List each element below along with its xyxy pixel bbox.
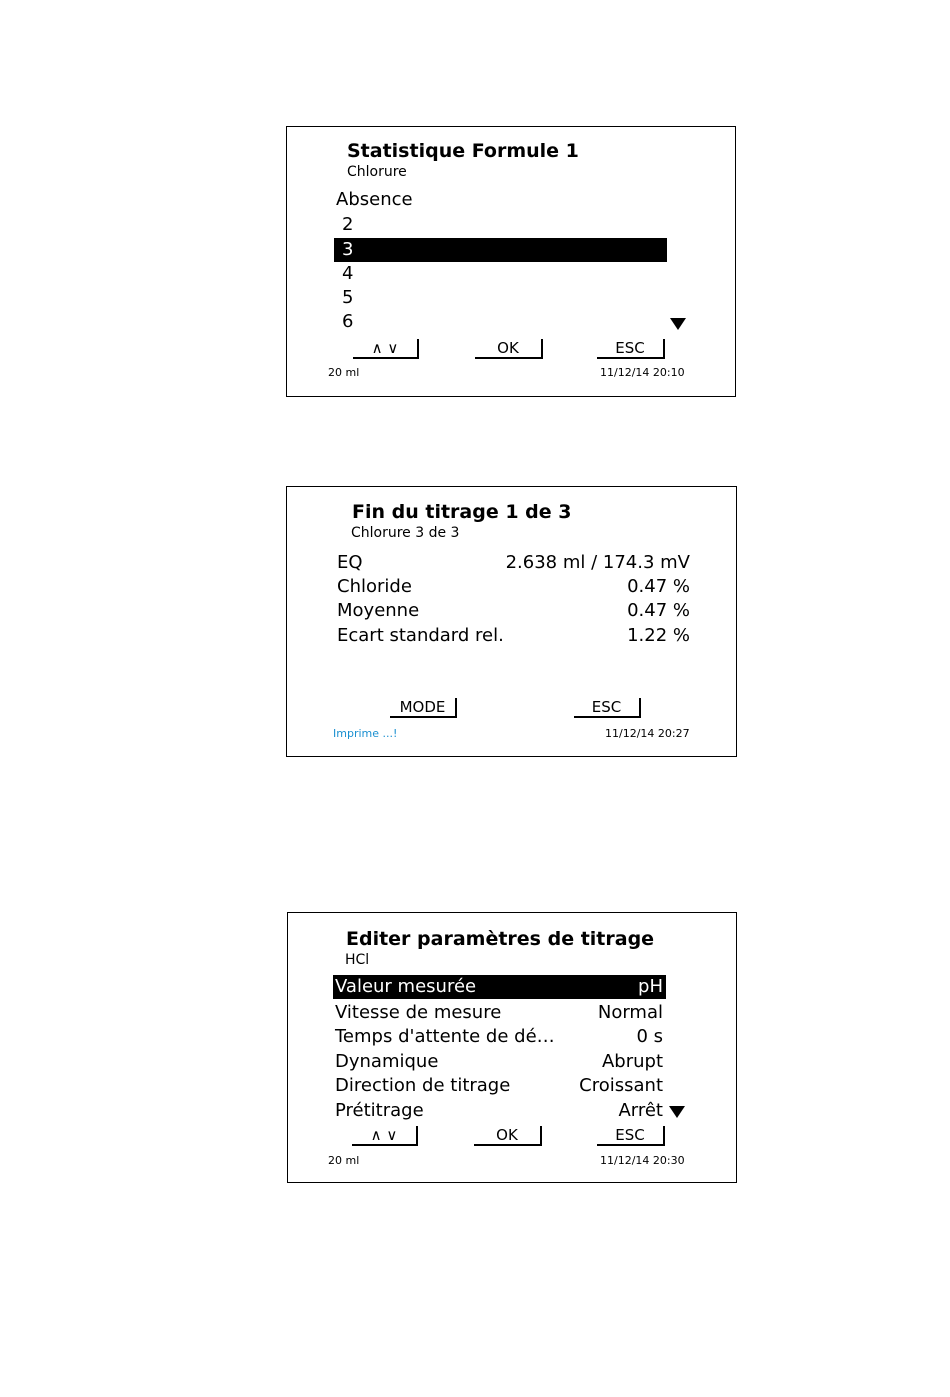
screen-subtitle: HCl <box>345 952 370 968</box>
statistics-screen <box>286 126 736 397</box>
nav-updown-button[interactable]: ∧ ∨ <box>352 1126 418 1146</box>
result-label: Chloride <box>337 576 412 597</box>
status-datetime: 11/12/14 20:27 <box>605 727 690 740</box>
param-value[interactable]: Abrupt <box>601 1051 663 1072</box>
result-label: EQ <box>337 552 363 573</box>
nav-updown-button[interactable]: ∧ ∨ <box>353 339 419 359</box>
list-item[interactable]: 6 <box>342 311 354 332</box>
esc-button[interactable]: ESC <box>574 698 641 718</box>
screen-subtitle: Chlorure 3 de 3 <box>351 525 460 541</box>
screen-title: Editer paramètres de titrage <box>346 928 655 950</box>
list-item[interactable]: 5 <box>342 287 354 308</box>
screen-title: Statistique Formule 1 <box>347 140 579 162</box>
edit-titration-params-screen <box>287 912 737 1183</box>
result-value: 1.22 % <box>627 625 690 646</box>
mode-button[interactable]: MODE <box>390 698 457 718</box>
result-value: 0.47 % <box>627 576 690 597</box>
param-label[interactable]: Direction de titrage <box>335 1075 511 1096</box>
esc-button[interactable]: ESC <box>597 1126 665 1146</box>
param-row-selected[interactable] <box>333 975 666 999</box>
status-datetime: 11/12/14 20:30 <box>600 1154 685 1167</box>
param-value[interactable]: Arrêt <box>618 1100 663 1121</box>
param-value: pH <box>638 976 663 997</box>
screen-subtitle: Chlorure <box>347 164 407 180</box>
list-item-selected[interactable] <box>334 238 667 262</box>
param-label[interactable]: Temps d'attente de dé… <box>335 1026 555 1047</box>
param-label: Valeur mesurée <box>335 976 477 997</box>
param-value[interactable]: Normal <box>597 1002 663 1023</box>
print-status: Imprime ...! <box>333 727 398 740</box>
list-item[interactable]: 2 <box>342 214 354 235</box>
ok-button[interactable]: OK <box>475 339 543 359</box>
titration-result-screen <box>286 486 737 757</box>
param-value[interactable]: Croissant <box>579 1075 663 1096</box>
result-value: 2.638 ml / 174.3 mV <box>505 552 690 573</box>
screen-title: Fin du titrage 1 de 3 <box>352 501 572 523</box>
result-label: Ecart standard rel. <box>337 625 504 646</box>
triangle-down-icon <box>670 318 686 330</box>
result-label: Moyenne <box>337 600 420 621</box>
param-label[interactable]: Prétitrage <box>335 1100 424 1121</box>
status-volume: 20 ml <box>328 366 360 379</box>
param-value[interactable]: 0 s <box>636 1026 663 1047</box>
list-item[interactable]: Absence <box>336 189 413 210</box>
result-value: 0.47 % <box>627 600 690 621</box>
status-volume: 20 ml <box>328 1154 360 1167</box>
triangle-down-icon <box>669 1106 685 1118</box>
param-label[interactable]: Dynamique <box>335 1051 439 1072</box>
list-item[interactable]: 4 <box>342 263 354 284</box>
ok-button[interactable]: OK <box>474 1126 542 1146</box>
esc-button[interactable]: ESC <box>597 339 665 359</box>
list-item-label: 3 <box>342 239 354 260</box>
status-datetime: 11/12/14 20:10 <box>600 366 685 379</box>
param-label[interactable]: Vitesse de mesure <box>335 1002 502 1023</box>
